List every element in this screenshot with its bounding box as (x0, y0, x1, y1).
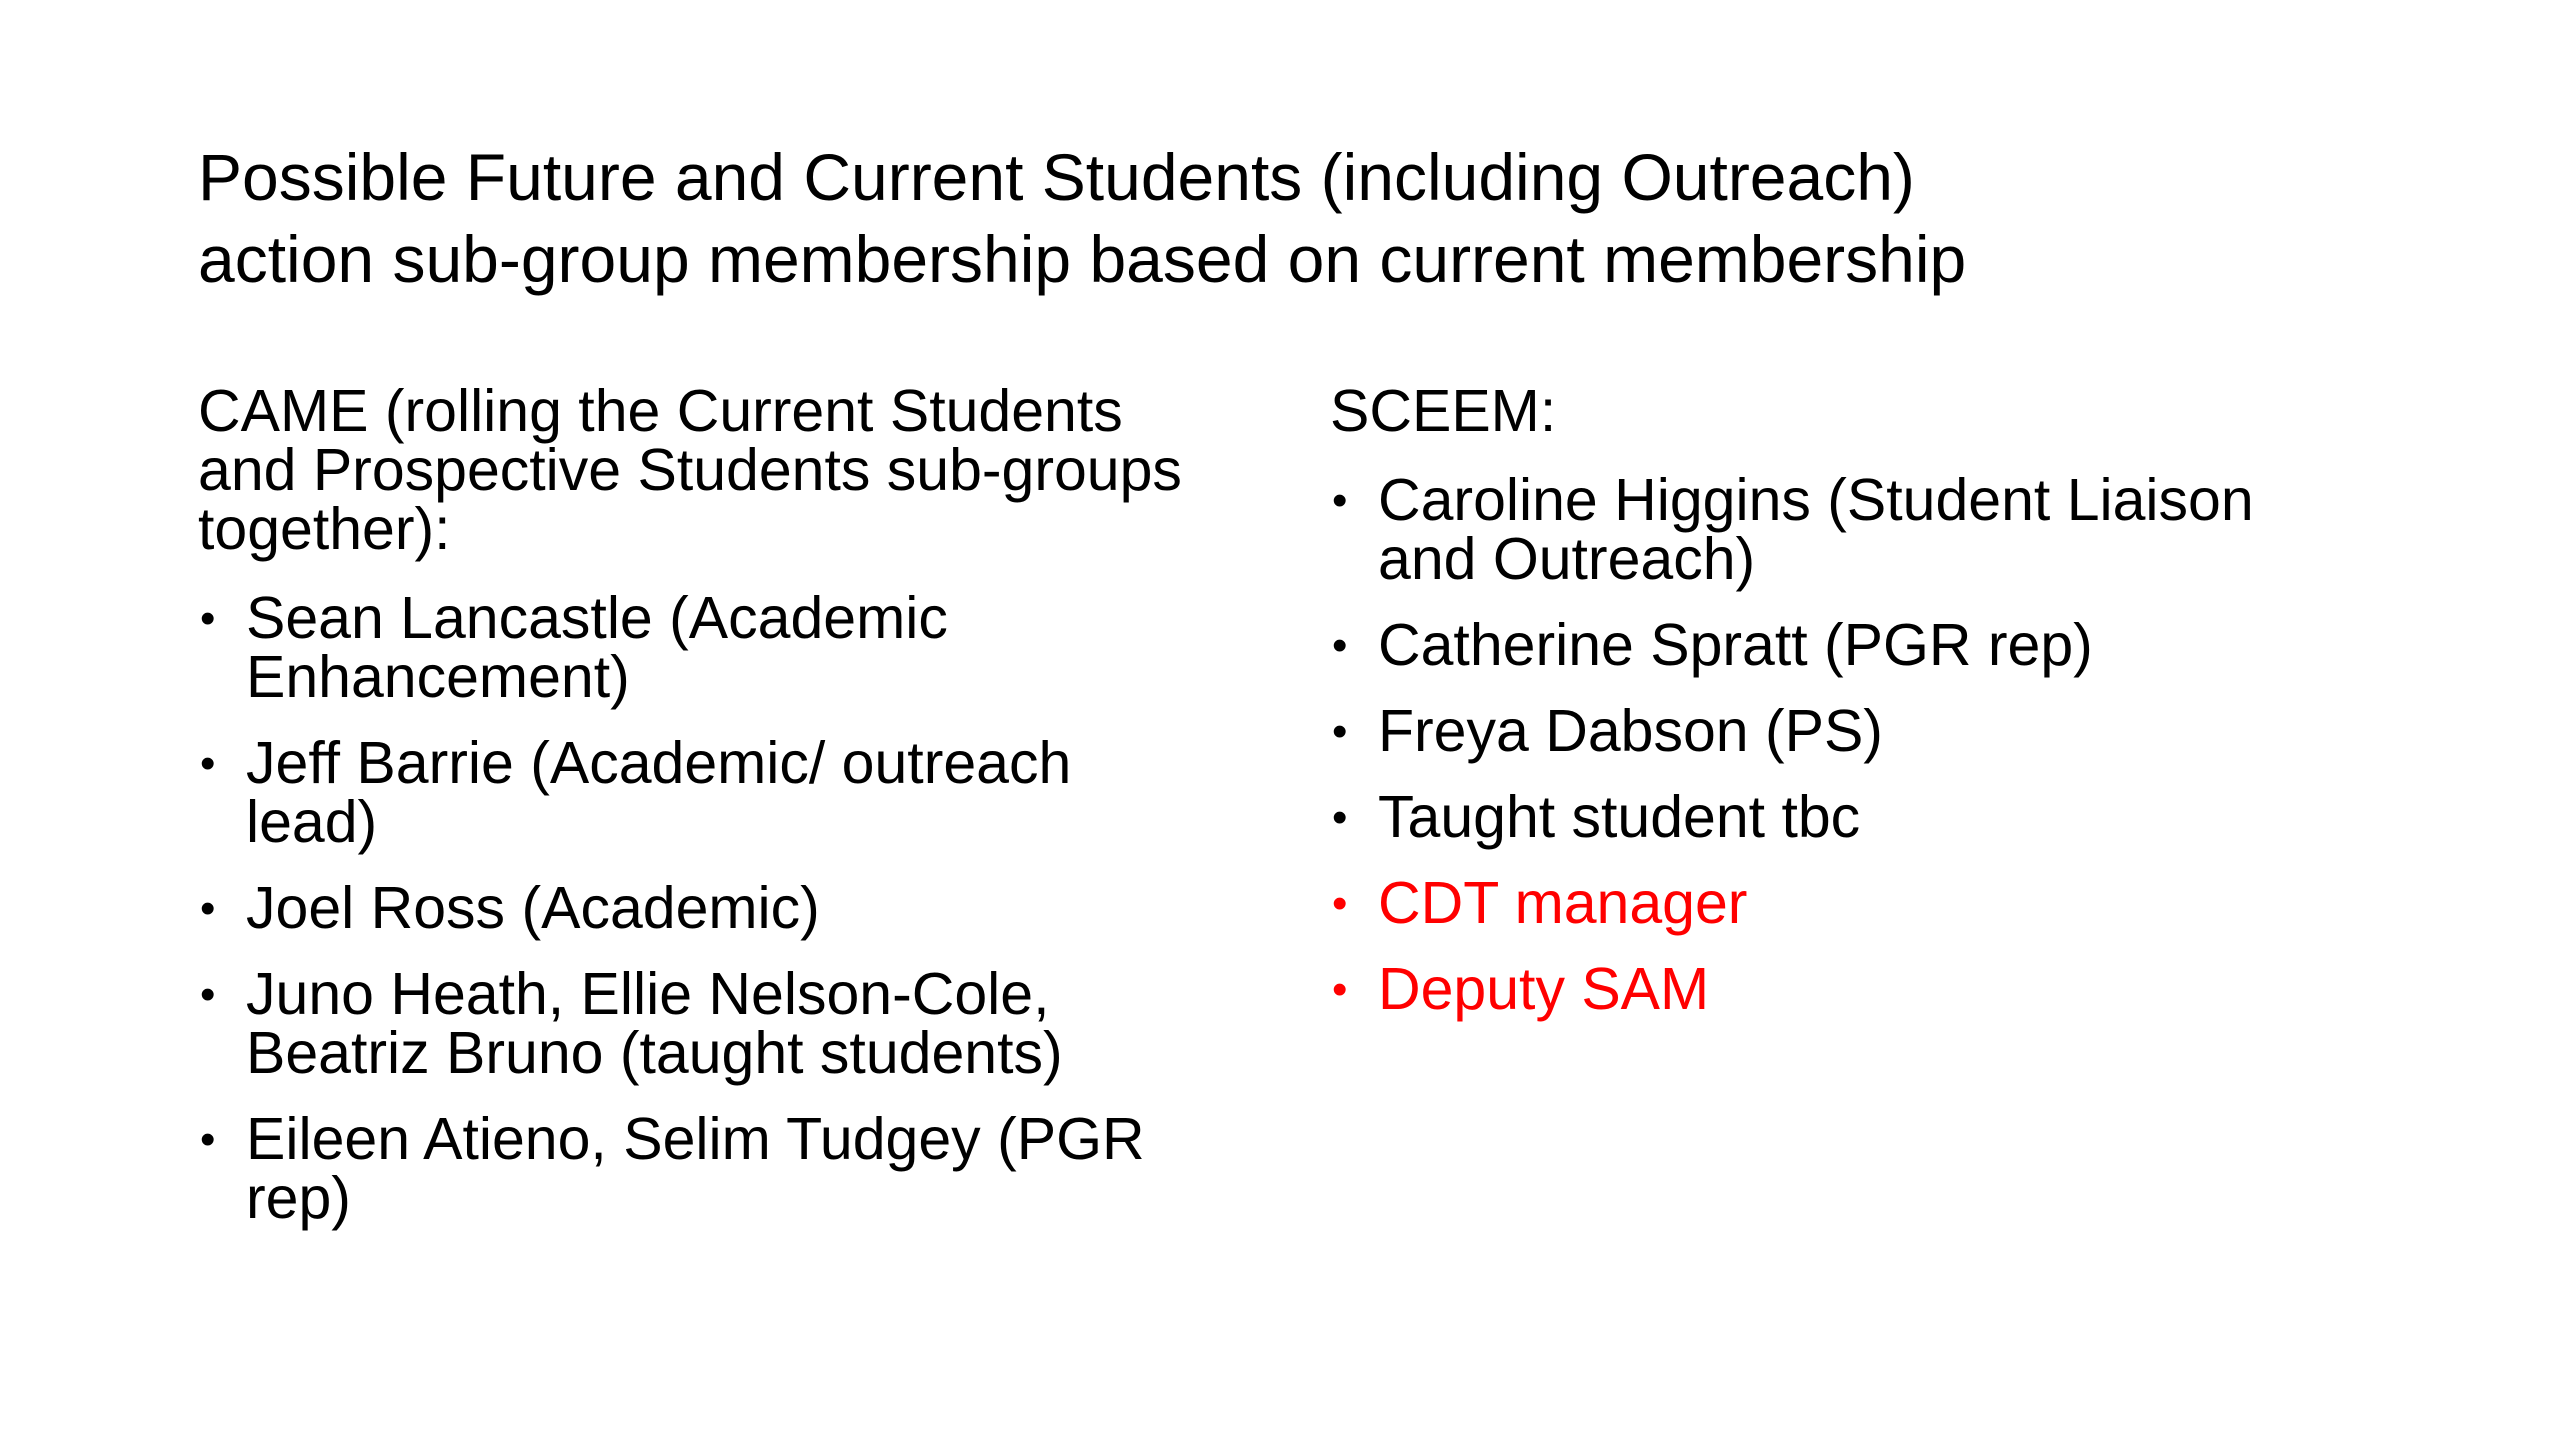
sceem-member-item (1330, 467, 2430, 592)
bullet-icon: • (200, 739, 216, 788)
came-member-item (198, 961, 1278, 1086)
bullet-icon: • (200, 884, 216, 933)
bullet-icon: • (1332, 476, 1348, 525)
member-text: and Outreach) (1378, 526, 1756, 592)
bullet-icon: • (1332, 965, 1348, 1014)
came-heading-line: and Prospective Students sub-groups (198, 437, 1182, 503)
came-column (198, 378, 1278, 1255)
sceem-member-item (1330, 698, 2430, 764)
came-member-item (198, 730, 1278, 855)
came-member-item (198, 1106, 1278, 1231)
member-text: rep) (246, 1165, 351, 1231)
member-text: Juno Heath, Ellie Nelson-Cole, (246, 961, 1050, 1027)
came-member-item (198, 875, 1278, 941)
sceem-column (1330, 378, 2430, 1046)
sceem-member-item (1330, 784, 2430, 850)
member-text: Caroline Higgins (Student Liaison (1378, 467, 2254, 533)
came-member-item (198, 585, 1278, 710)
member-text: Eileen Atieno, Selim Tudgey (PGR (246, 1106, 1145, 1172)
member-text: Catherine Spratt (PGR rep) (1378, 612, 2093, 678)
sceem-heading-line: SCEEM: (1330, 378, 1557, 444)
member-text: Jeff Barrie (Academic/ outreach (246, 730, 1072, 796)
sceem-heading (1330, 378, 2430, 444)
sceem-member-list (1330, 467, 2430, 1022)
title-line-1: Possible Future and Current Students (including Outreach) (198, 140, 1915, 214)
bullet-icon: • (200, 970, 216, 1019)
member-text: Taught student tbc (1378, 784, 1861, 850)
came-heading-line: CAME (rolling the Current Students (198, 378, 1123, 444)
slide-title (198, 136, 2398, 300)
bullet-icon: • (1332, 879, 1348, 928)
bullet-icon: • (1332, 793, 1348, 842)
member-text: Beatriz Bruno (taught students) (246, 1020, 1063, 1086)
member-text: CDT manager (1378, 870, 1748, 936)
member-text: Freya Dabson (PS) (1378, 698, 1883, 764)
sceem-member-item-highlighted (1330, 956, 2430, 1022)
bullet-icon: • (1332, 707, 1348, 756)
came-member-list (198, 585, 1278, 1231)
member-text: Enhancement) (246, 644, 630, 710)
came-heading-line: together): (198, 496, 451, 562)
bullet-icon: • (200, 594, 216, 643)
came-heading (198, 378, 1278, 562)
bullet-icon: • (1332, 621, 1348, 670)
title-line-2: action sub-group membership based on current membership (198, 222, 1967, 296)
member-text: lead) (246, 789, 378, 855)
bullet-icon: • (200, 1115, 216, 1164)
sceem-member-item (1330, 612, 2430, 678)
member-text: Sean Lancastle (Academic (246, 585, 948, 651)
member-text: Joel Ross (Academic) (246, 875, 820, 941)
sceem-member-item-highlighted (1330, 870, 2430, 936)
member-text: Deputy SAM (1378, 956, 1710, 1022)
